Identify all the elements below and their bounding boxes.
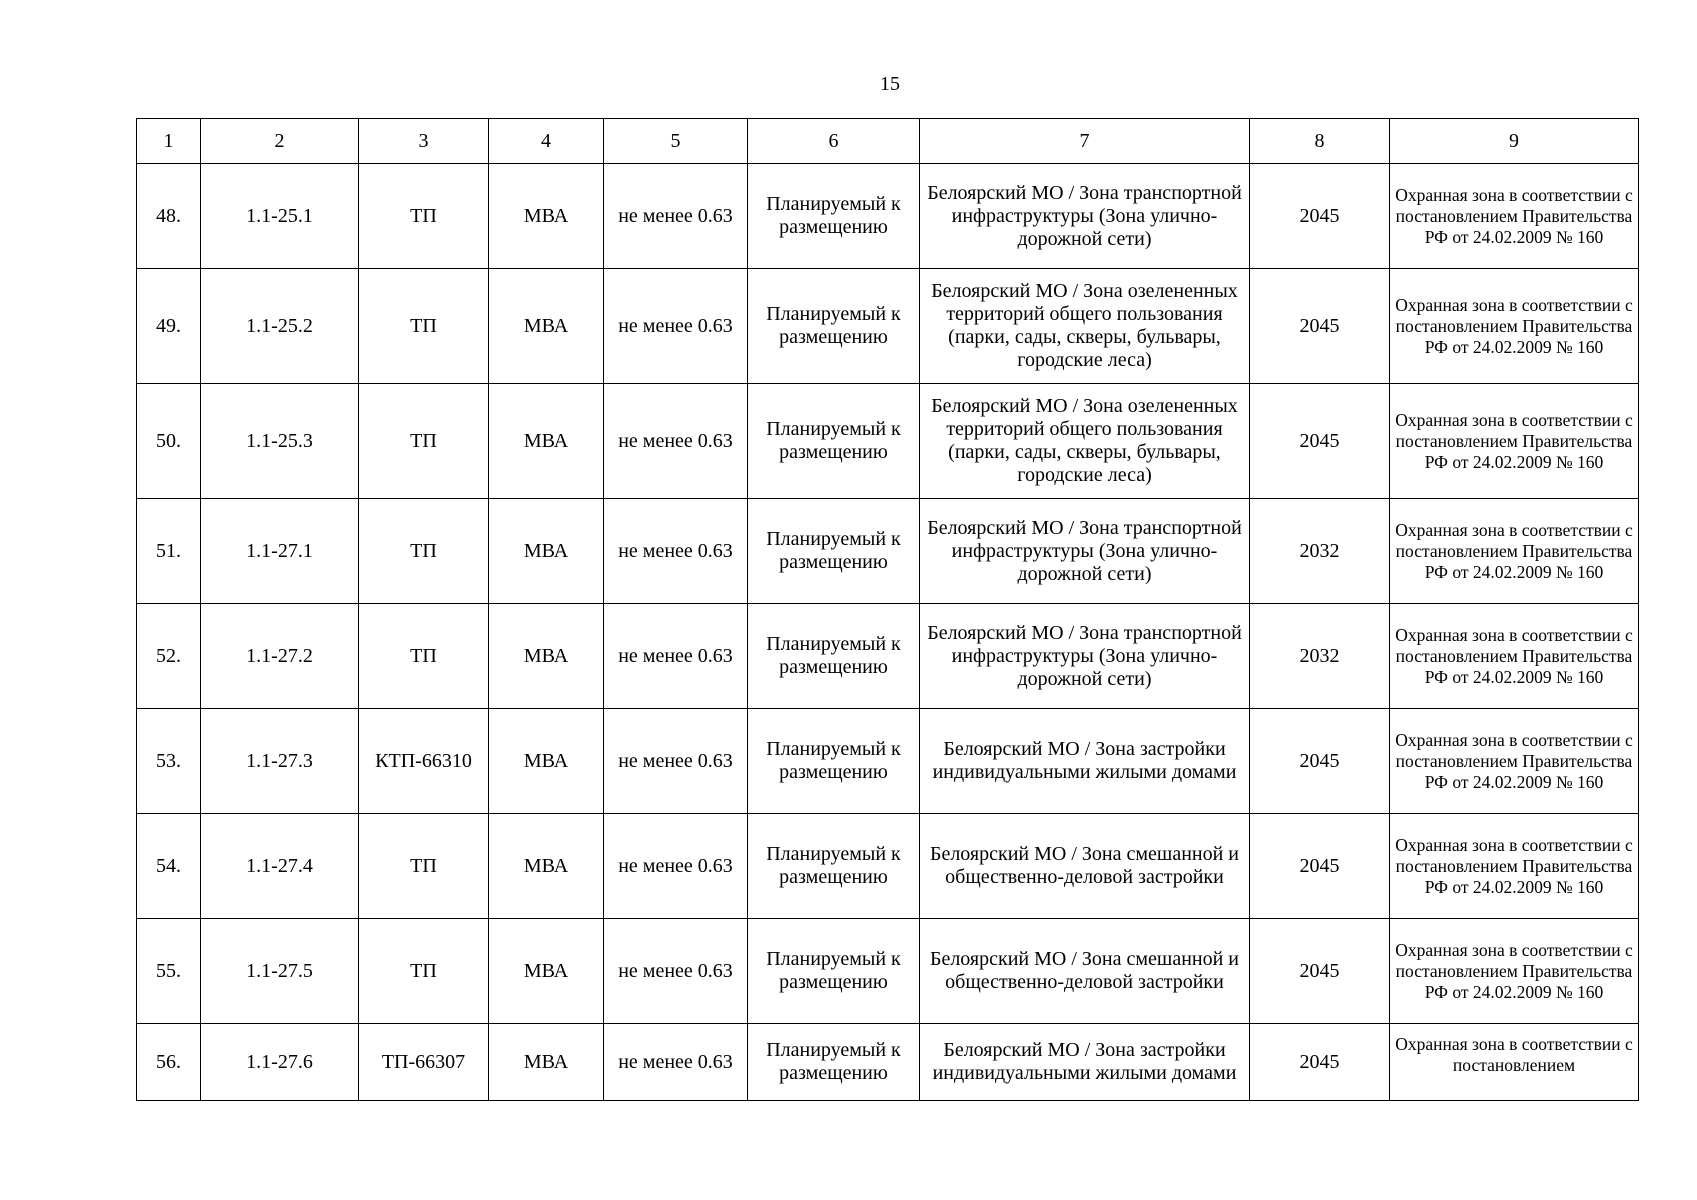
table-body [137, 119, 1639, 1101]
cell-number: 51. [137, 499, 201, 604]
cell-year: 2045 [1250, 269, 1390, 384]
cell-status: Планируемый к размещению [748, 269, 920, 384]
cell-status: Планируемый к размещению [748, 604, 920, 709]
cell-unit: МВА [489, 499, 604, 604]
cell-unit: МВА [489, 604, 604, 709]
cell-code: 1.1-25.1 [201, 164, 359, 269]
table-row [137, 269, 1639, 384]
cell-unit: МВА [489, 384, 604, 499]
cell-code: 1.1-27.2 [201, 604, 359, 709]
cell-unit: МВА [489, 919, 604, 1024]
cell-status: Планируемый к размещению [748, 814, 920, 919]
cell-code: 1.1-27.3 [201, 709, 359, 814]
cell-number: 48. [137, 164, 201, 269]
cell-location: Белоярский МО / Зона транспортной инфраструктуры (Зона улично-дорожной сети) [920, 499, 1250, 604]
cell-note: Охранная зона в соответствии с постановлением Правительства РФ от 24.02.2009 № 160 [1390, 269, 1639, 384]
table-row [137, 709, 1639, 814]
table-row [137, 164, 1639, 269]
cell-capacity: не менее 0.63 [604, 919, 748, 1024]
cell-year: 2032 [1250, 604, 1390, 709]
cell-year: 2045 [1250, 919, 1390, 1024]
table-row [137, 384, 1639, 499]
cell-location: Белоярский МО / Зона смешанной и общественно-деловой застройки [920, 814, 1250, 919]
cell-number: 52. [137, 604, 201, 709]
cell-year: 2045 [1250, 1024, 1390, 1101]
cell-number: 54. [137, 814, 201, 919]
cell-year: 2045 [1250, 814, 1390, 919]
cell-location: Белоярский МО / Зона озелененных территорий общего пользования (парки, сады, скверы, бульвары, городские леса) [920, 384, 1250, 499]
cell-year: 2045 [1250, 164, 1390, 269]
header-row [137, 119, 1639, 164]
header-cell: 7 [920, 119, 1250, 164]
cell-capacity: не менее 0.63 [604, 269, 748, 384]
table-row [137, 499, 1639, 604]
cell-object: ТП [359, 604, 489, 709]
cell-object: ТП [359, 499, 489, 604]
cell-status: Планируемый к размещению [748, 164, 920, 269]
cell-location: Белоярский МО / Зона застройки индивидуальными жилыми домами [920, 1024, 1250, 1101]
cell-object: ТП [359, 269, 489, 384]
cell-object: ТП [359, 814, 489, 919]
cell-year: 2045 [1250, 384, 1390, 499]
cell-capacity: не менее 0.63 [604, 499, 748, 604]
header-cell: 2 [201, 119, 359, 164]
cell-capacity: не менее 0.63 [604, 814, 748, 919]
cell-note: Охранная зона в соответствии с постановлением Правительства РФ от 24.02.2009 № 160 [1390, 164, 1639, 269]
cell-number: 53. [137, 709, 201, 814]
cell-unit: МВА [489, 269, 604, 384]
cell-unit: МВА [489, 814, 604, 919]
cell-code: 1.1-25.2 [201, 269, 359, 384]
cell-location: Белоярский МО / Зона смешанной и общественно-деловой застройки [920, 919, 1250, 1024]
cell-note: Охранная зона в соответствии с постановлением [1390, 1024, 1639, 1101]
cell-unit: МВА [489, 164, 604, 269]
header-cell: 1 [137, 119, 201, 164]
cell-location: Белоярский МО / Зона транспортной инфраструктуры (Зона улично-дорожной сети) [920, 604, 1250, 709]
table-row [137, 1024, 1639, 1101]
header-cell: 4 [489, 119, 604, 164]
header-cell: 6 [748, 119, 920, 164]
cell-note: Охранная зона в соответствии с постановлением Правительства РФ от 24.02.2009 № 160 [1390, 604, 1639, 709]
cell-object: ТП [359, 919, 489, 1024]
cell-note: Охранная зона в соответствии с постановлением Правительства РФ от 24.02.2009 № 160 [1390, 709, 1639, 814]
cell-note: Охранная зона в соответствии с постановлением Правительства РФ от 24.02.2009 № 160 [1390, 384, 1639, 499]
cell-number: 55. [137, 919, 201, 1024]
cell-status: Планируемый к размещению [748, 919, 920, 1024]
cell-capacity: не менее 0.63 [604, 164, 748, 269]
cell-capacity: не менее 0.63 [604, 604, 748, 709]
cell-number: 56. [137, 1024, 201, 1101]
cell-status: Планируемый к размещению [748, 709, 920, 814]
cell-status: Планируемый к размещению [748, 384, 920, 499]
cell-code: 1.1-25.3 [201, 384, 359, 499]
header-cell: 8 [1250, 119, 1390, 164]
cell-object: ТП [359, 164, 489, 269]
cell-capacity: не менее 0.63 [604, 709, 748, 814]
cell-capacity: не менее 0.63 [604, 384, 748, 499]
cell-code: 1.1-27.5 [201, 919, 359, 1024]
header-cell: 5 [604, 119, 748, 164]
page-number: 15 [880, 73, 900, 95]
cell-object: ТП-66307 [359, 1024, 489, 1101]
cell-note: Охранная зона в соответствии с постановлением Правительства РФ от 24.02.2009 № 160 [1390, 919, 1639, 1024]
data-table [136, 118, 1639, 1101]
cell-number: 50. [137, 384, 201, 499]
cell-status: Планируемый к размещению [748, 499, 920, 604]
cell-code: 1.1-27.1 [201, 499, 359, 604]
header-cell: 3 [359, 119, 489, 164]
cell-year: 2045 [1250, 709, 1390, 814]
header-cell: 9 [1390, 119, 1639, 164]
cell-unit: МВА [489, 1024, 604, 1101]
cell-year: 2032 [1250, 499, 1390, 604]
cell-object: ТП [359, 384, 489, 499]
cell-code: 1.1-27.6 [201, 1024, 359, 1101]
cell-unit: МВА [489, 709, 604, 814]
cell-object: КТП-66310 [359, 709, 489, 814]
cell-number: 49. [137, 269, 201, 384]
cell-capacity: не менее 0.63 [604, 1024, 748, 1101]
cell-location: Белоярский МО / Зона транспортной инфраструктуры (Зона улично-дорожной сети) [920, 164, 1250, 269]
cell-code: 1.1-27.4 [201, 814, 359, 919]
cell-location: Белоярский МО / Зона застройки индивидуальными жилыми домами [920, 709, 1250, 814]
cell-status: Планируемый к размещению [748, 1024, 920, 1101]
cell-note: Охранная зона в соответствии с постановлением Правительства РФ от 24.02.2009 № 160 [1390, 814, 1639, 919]
table-row [137, 814, 1639, 919]
cell-note: Охранная зона в соответствии с постановлением Правительства РФ от 24.02.2009 № 160 [1390, 499, 1639, 604]
table-row [137, 919, 1639, 1024]
cell-location: Белоярский МО / Зона озелененных территорий общего пользования (парки, сады, скверы, бульвары, городские леса) [920, 269, 1250, 384]
table-row [137, 604, 1639, 709]
